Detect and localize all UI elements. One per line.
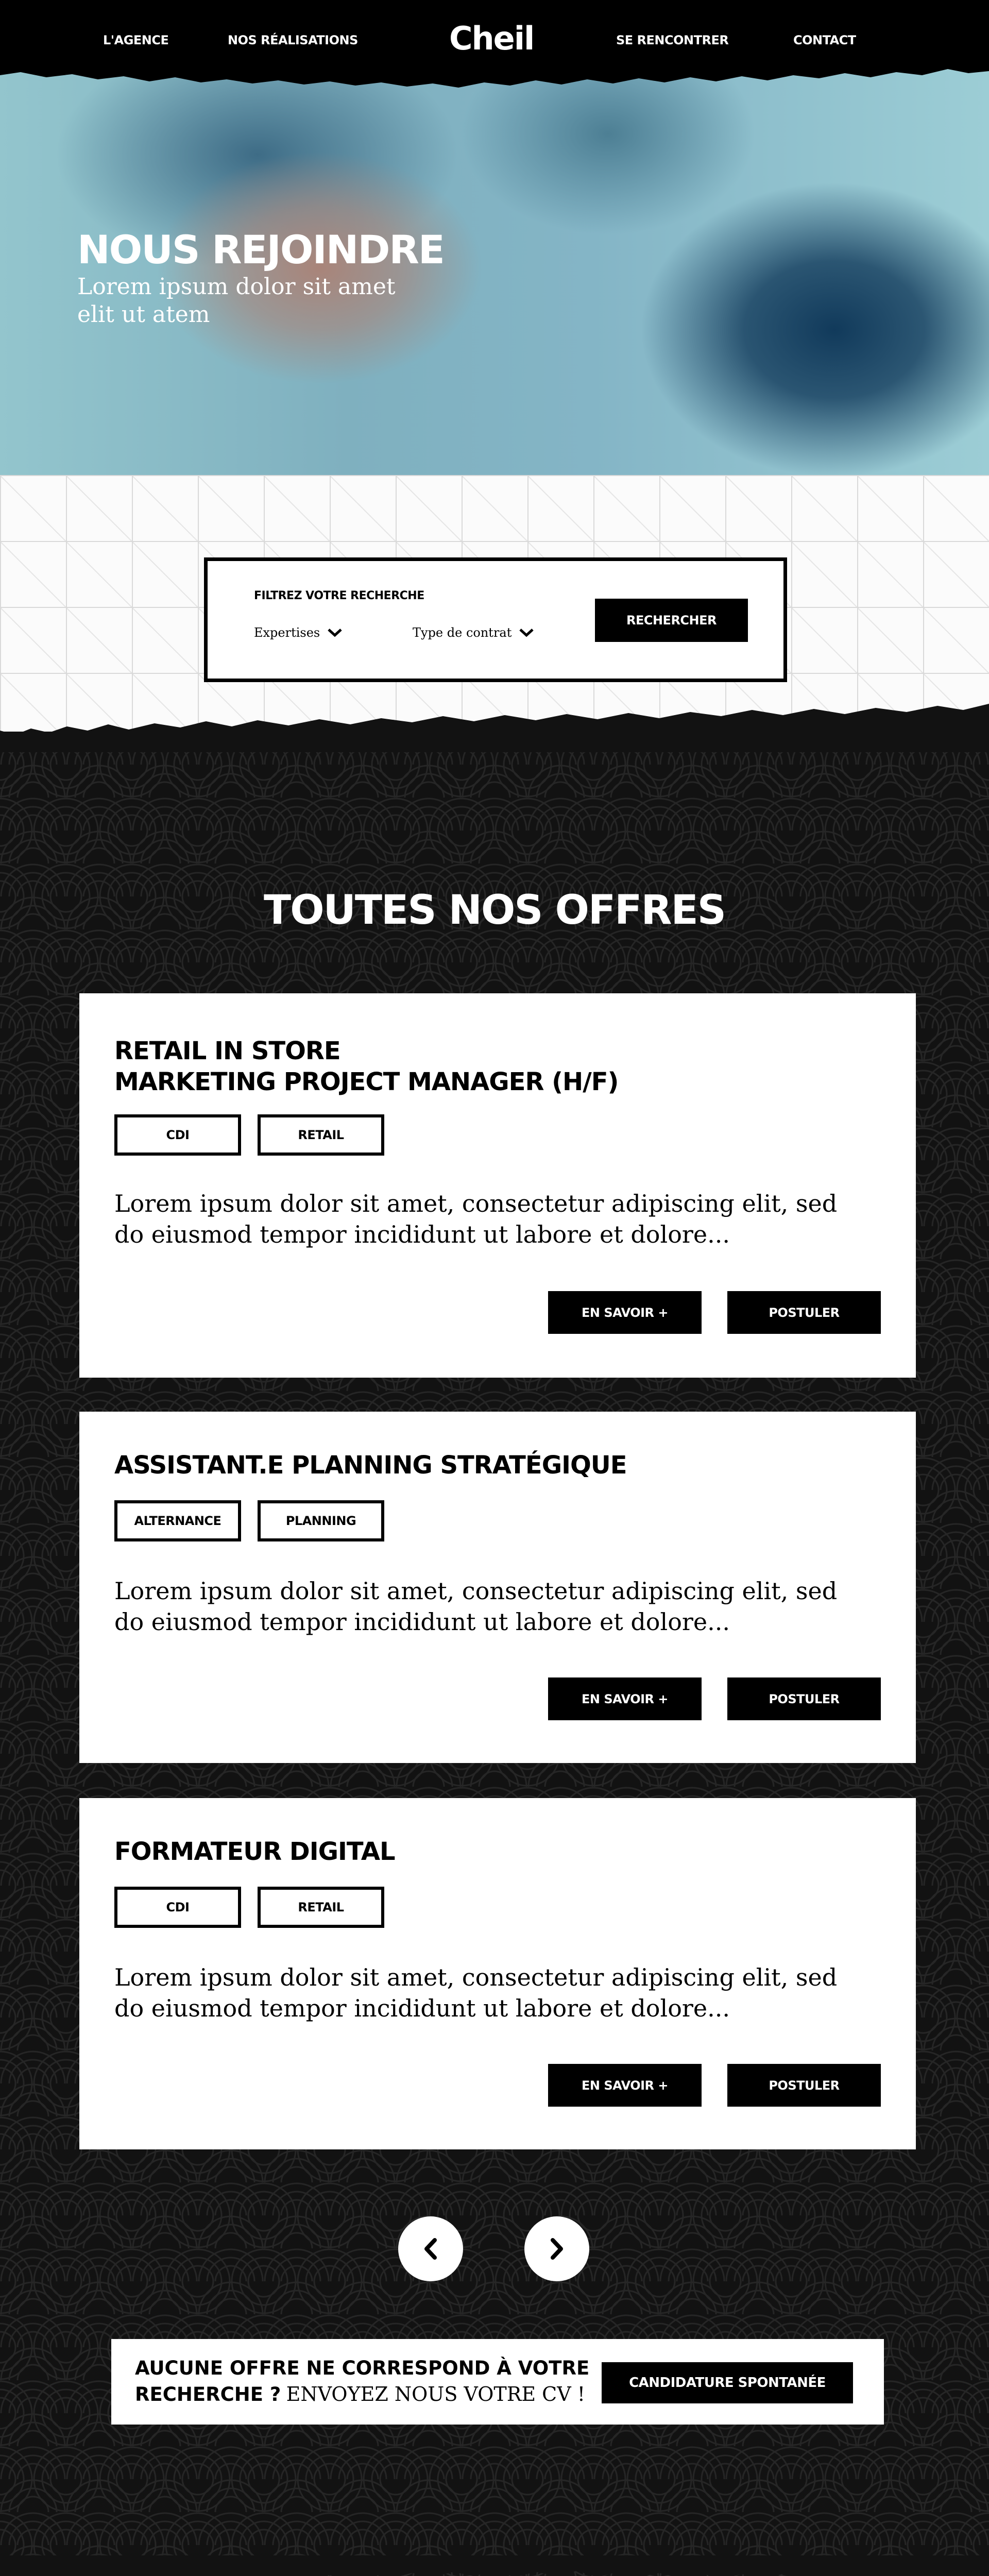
tag-contract: ALTERNANCE — [114, 1500, 241, 1541]
previous-page-button[interactable] — [398, 2216, 463, 2281]
offer-title: FORMATEUR DIGITAL — [114, 1837, 395, 1866]
offer-description: Lorem ipsum dolor sit amet, consectetur adipiscing elit, sed do eiusmod tempor incididunt ut labore et dolore... — [114, 1963, 838, 2022]
offer-card — [79, 1798, 916, 2149]
offer-card — [79, 993, 916, 1378]
learn-more-button[interactable]: EN SAVOIR + — [548, 2064, 702, 2107]
offer-title-line1: RETAIL IN STORE — [114, 1037, 340, 1065]
expertises-label: Expertises — [254, 625, 320, 640]
torn-edge-top — [0, 701, 989, 752]
apply-button[interactable]: POSTULER — [727, 2064, 881, 2107]
nav-link-rencontrer[interactable]: SE RENCONTRER — [616, 33, 729, 47]
tag-contract: CDI — [114, 1887, 241, 1928]
tag-expertise: PLANNING — [258, 1500, 384, 1541]
chevron-down-icon — [327, 628, 343, 638]
spontaneous-cta-text: ENVOYEZ NOUS VOTRE CV ! — [286, 2383, 586, 2405]
apply-button[interactable]: POSTULER — [727, 1291, 881, 1334]
chevron-down-icon — [519, 628, 534, 638]
top-navigation — [0, 0, 989, 82]
tag-contract: CDI — [114, 1114, 241, 1156]
offers-title: TOUTES NOS OFFRES — [264, 887, 725, 934]
contract-type-label: Type de contrat — [413, 625, 512, 640]
filter-title: FILTREZ VOTRE RECHERCHE — [254, 589, 424, 602]
nav-link-contact[interactable]: CONTACT — [793, 33, 856, 47]
spontaneous-text — [135, 2355, 599, 2408]
spontaneous-question: AUCUNE OFFRE NE CORRESPOND À VOTRE RECHERCHE ? — [135, 2357, 590, 2405]
spontaneous-application-banner — [111, 2339, 884, 2425]
spontaneous-application-button[interactable]: CANDIDATURE SPONTANÉE — [602, 2362, 853, 2403]
learn-more-button[interactable]: EN SAVOIR + — [548, 1677, 702, 1720]
hero-banner — [0, 0, 989, 475]
filter-box — [204, 557, 787, 682]
offer-title-line2: MARKETING PROJECT MANAGER (H/F) — [114, 1067, 619, 1096]
nav-link-realisations[interactable]: NOS RÉALISATIONS — [228, 33, 358, 47]
tag-expertise: RETAIL — [258, 1887, 384, 1928]
nav-link-agence[interactable]: L'AGENCE — [103, 33, 169, 47]
offer-title — [114, 1036, 835, 1097]
offer-description: Lorem ipsum dolor sit amet, consectetur adipiscing elit, sed do eiusmod tempor incididunt ut labore et dolore... — [114, 1577, 838, 1636]
search-button[interactable]: RECHERCHER — [595, 599, 748, 642]
header-logo[interactable]: Cheil — [449, 20, 534, 57]
next-page-button[interactable] — [524, 2216, 589, 2281]
learn-more-button[interactable]: EN SAVOIR + — [548, 1291, 702, 1334]
hero-subtitle: Lorem ipsum dolor sit amet elit ut atem — [77, 274, 396, 328]
contract-type-dropdown[interactable] — [413, 625, 534, 640]
offer-description: Lorem ipsum dolor sit amet, consectetur adipiscing elit, sed do eiusmod tempor incididunt ut labore et dolore... — [114, 1190, 838, 1248]
page-title: NOUS REJOINDRE — [77, 227, 444, 273]
apply-button[interactable]: POSTULER — [727, 1677, 881, 1720]
offer-card — [79, 1412, 916, 1763]
expertises-dropdown[interactable] — [254, 625, 343, 640]
torn-edge-bottom — [0, 2555, 989, 2576]
chevron-right-icon — [547, 2236, 567, 2262]
tag-expertise: RETAIL — [258, 1114, 384, 1156]
offer-title: ASSISTANT.E PLANNING STRATÉGIQUE — [114, 1451, 627, 1480]
chevron-left-icon — [420, 2236, 441, 2262]
